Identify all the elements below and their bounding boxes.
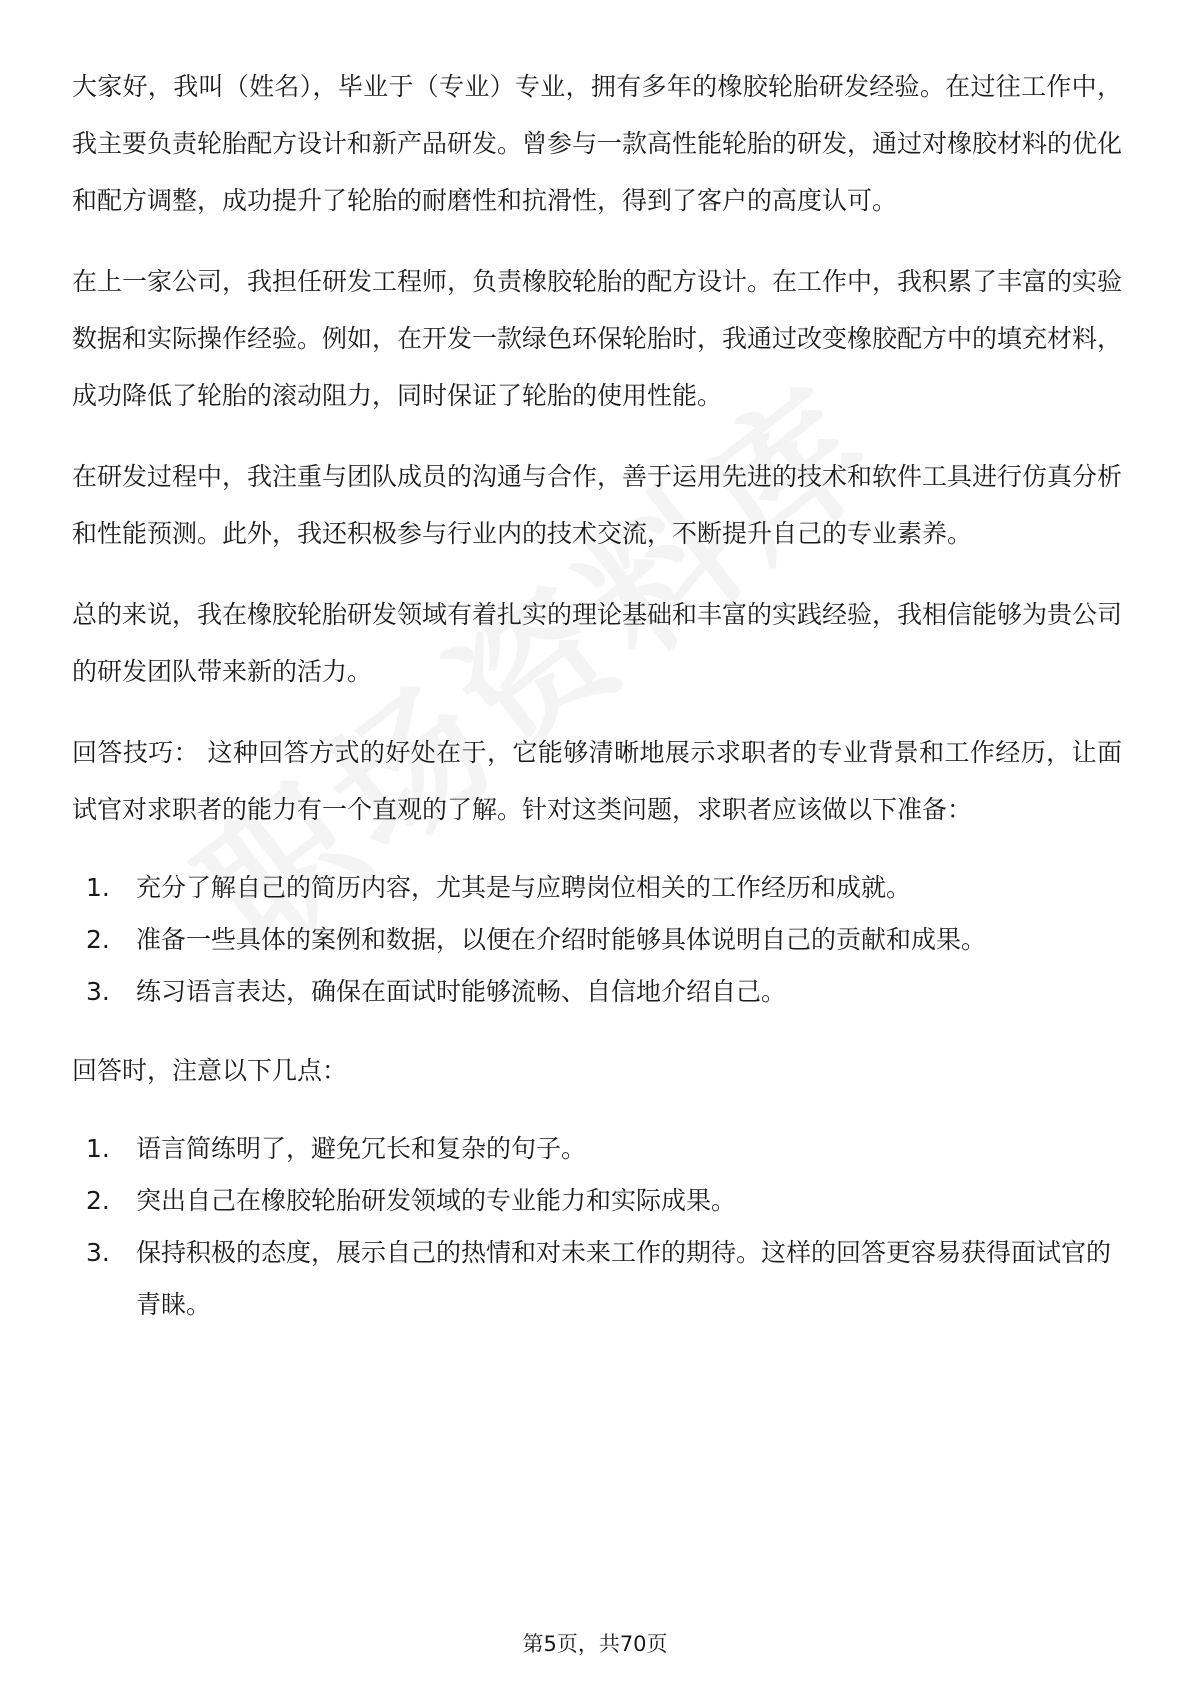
- list-number: 3.: [86, 1238, 110, 1267]
- list-number: 2.: [86, 1186, 110, 1215]
- summary-paragraph: 总的来说，我在橡胶轮胎研发领域有着扎实的理论基础和丰富的实践经验，我相信能够为贵公司的研发团队带来新的活力。: [72, 600, 1123, 686]
- list-item: [86, 1123, 1122, 1175]
- list-item: [86, 1227, 1122, 1331]
- notes-heading-paragraph: 回答时，注意以下几点：: [72, 1056, 348, 1085]
- list-text: 充分了解自己的简历内容，尤其是与应聘岗位相关的工作经历和成就。: [136, 873, 912, 902]
- list-text: 练习语言表达，确保在面试时能够流畅、自信地介绍自己。: [136, 977, 787, 1006]
- list-text: 突出自己在橡胶轮胎研发领域的专业能力和实际成果。: [136, 1186, 737, 1215]
- notes-list: [72, 1123, 1122, 1331]
- list-number: 2.: [86, 925, 110, 954]
- preparation-list: [72, 862, 1122, 1018]
- experience-paragraph: 在上一家公司，我担任研发工程师，负责橡胶轮胎的配方设计。在工作中，我积累了丰富的实验数据和实际操作经验。例如，在开发一款绿色环保轮胎时，我通过改变橡胶配方中的填充材料，成功降低了轮胎的滚动阻力，同时保证了轮胎的使用性能。: [72, 267, 1123, 410]
- document-body: [72, 58, 1122, 1355]
- page-number-footer: 第5页，共70页: [522, 1632, 668, 1656]
- list-text: 语言简练明了，避免冗长和复杂的句子。: [136, 1134, 587, 1163]
- list-number: 1.: [86, 873, 110, 902]
- teamwork-paragraph: 在研发过程中，我注重与团队成员的沟通与合作，善于运用先进的技术和软件工具进行仿真分析和性能预测。此外，我还积极参与行业内的技术交流，不断提升自己的专业素养。: [72, 462, 1123, 548]
- list-text: 准备一些具体的案例和数据，以便在介绍时能够具体说明自己的贡献和成果。: [136, 925, 987, 954]
- list-item: [86, 966, 1122, 1018]
- list-item: [86, 1175, 1122, 1227]
- list-text: 保持积极的态度，展示自己的热情和对未来工作的期待。这样的回答更容易获得面试官的青睐。: [136, 1238, 1112, 1319]
- list-number: 3.: [86, 977, 110, 1006]
- intro-paragraph: 大家好，我叫（姓名），毕业于（专业）专业，拥有多年的橡胶轮胎研发经验。在过往工作中，我主要负责轮胎配方设计和新产品研发。曾参与一款高性能轮胎的研发，通过对橡胶材料的优化和配方调整，成功提升了轮胎的耐磨性和抗滑性，得到了客户的高度认可。: [72, 72, 1123, 215]
- list-item: [86, 914, 1122, 966]
- list-number: 1.: [86, 1134, 110, 1163]
- tips-paragraph: 回答技巧： 这种回答方式的好处在于，它能够清晰地展示求职者的专业背景和工作经历，让面试官对求职者的能力有一个直观的了解。针对这类问题，求职者应该做以下准备：: [72, 738, 1122, 824]
- list-item: [86, 862, 1122, 914]
